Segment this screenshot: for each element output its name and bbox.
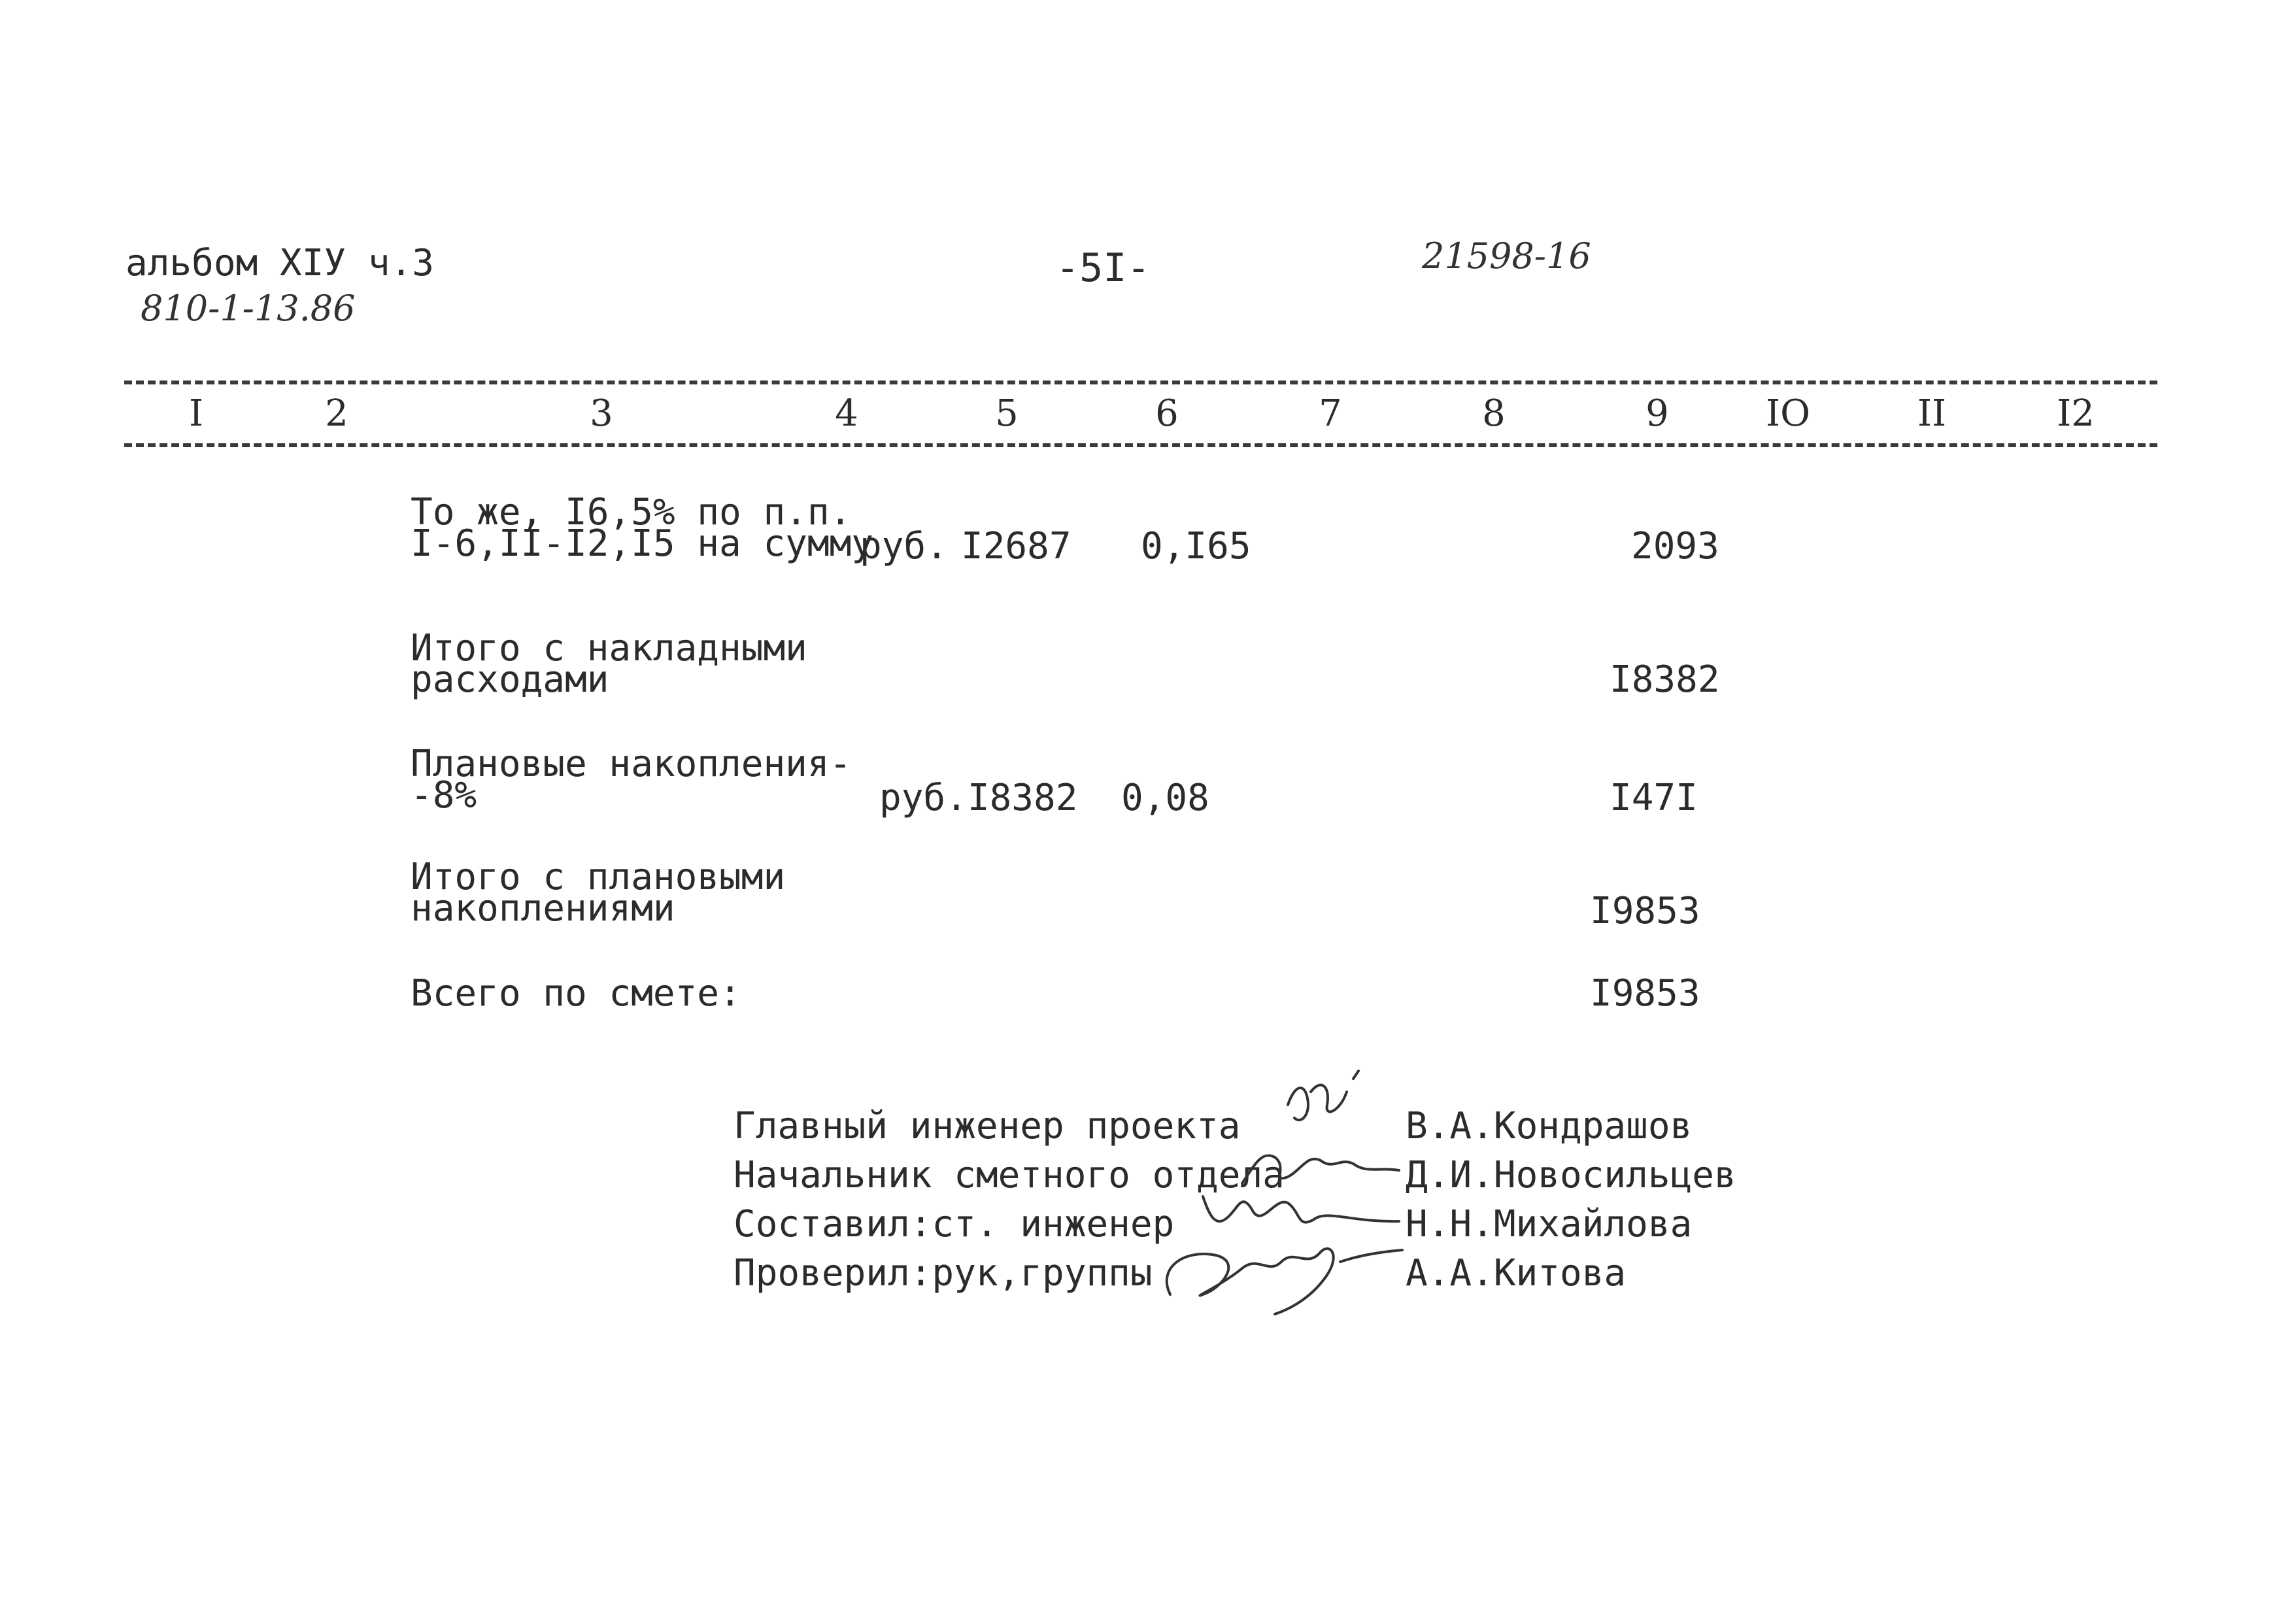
- column-number: 8: [1482, 392, 1506, 435]
- signatory-role: Начальник сметного отдела: [734, 1154, 1285, 1196]
- column-number: IO: [1765, 392, 1811, 435]
- album-label: альбом XIУ ч.3: [126, 242, 435, 284]
- row-total: I47I: [1610, 777, 1698, 819]
- signatory-name: В.А.Кондрашов: [1406, 1105, 1693, 1147]
- column-number: 4: [835, 392, 858, 435]
- column-number: 9: [1645, 392, 1669, 435]
- row-total: I8382: [1610, 658, 1720, 701]
- row-total: 2093: [1631, 525, 1719, 567]
- row-coefficient: 0,08: [1121, 777, 1209, 819]
- signatory-name: А.А.Китова: [1406, 1252, 1627, 1294]
- column-number: 7: [1319, 392, 1342, 435]
- signatory-name: Н.Н.Михайлова: [1406, 1203, 1693, 1245]
- column-number: 3: [590, 392, 613, 435]
- handwritten-signature: [1281, 1066, 1379, 1138]
- column-number: I: [188, 392, 204, 435]
- row-coefficient: 0,I65: [1141, 525, 1251, 567]
- column-number: I2: [2057, 392, 2095, 435]
- signatory-name: Д.И.Новосильцев: [1406, 1154, 1736, 1196]
- column-header-top-rule: [124, 381, 2157, 384]
- signatory-role: Главный инженер проекта: [734, 1105, 1241, 1147]
- document-number: 21598-16: [1422, 235, 1591, 277]
- handwritten-signature: [1144, 1223, 1406, 1321]
- row-description: Плановые накопления- -8%: [411, 743, 852, 817]
- row-total: I9853: [1590, 890, 1700, 932]
- row-description: Всего по смете:: [411, 972, 741, 1015]
- column-header-bottom-rule: [124, 443, 2157, 447]
- column-number: II: [1917, 392, 1947, 435]
- page-number: -5I-: [1056, 245, 1151, 291]
- column-number: 2: [325, 392, 348, 435]
- column-number: 5: [995, 392, 1019, 435]
- signatory-role: Проверил:рук,группы: [734, 1252, 1153, 1294]
- row-unit: руб.: [860, 525, 948, 567]
- album-code: 810-1-13.86: [141, 288, 356, 329]
- row-description: Итого с накладными расходами: [411, 627, 807, 701]
- column-number: 6: [1155, 392, 1179, 435]
- row-description: То же, I6,5% по п.п. I-6,II-I2,I5 на сумму: [411, 491, 874, 565]
- row-unit-base: руб.I8382: [879, 777, 1078, 819]
- row-total: I9853: [1590, 972, 1700, 1015]
- row-description: Итого с плановыми накоплениями: [411, 856, 786, 930]
- signatory-role: Составил:ст. инженер: [734, 1203, 1175, 1245]
- row-base-amount: I2687: [961, 525, 1071, 567]
